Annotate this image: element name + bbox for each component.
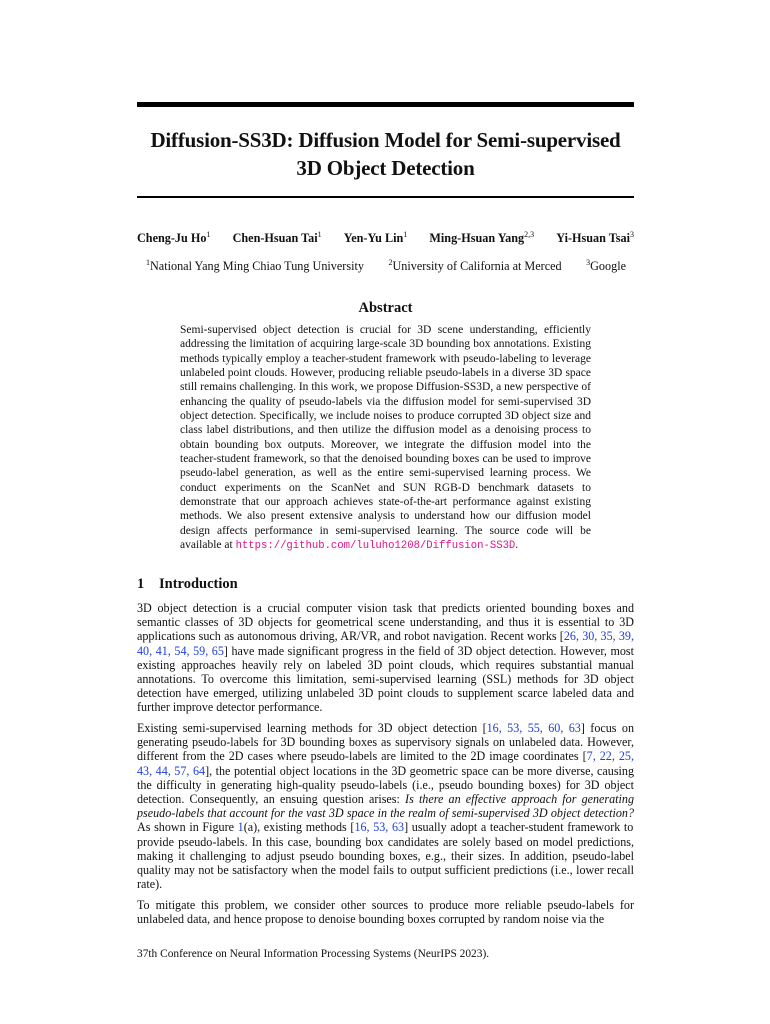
- author: Yi-Hsuan Tsai$^3$: [556, 230, 634, 245]
- abstract-heading: Abstract: [358, 300, 413, 316]
- title-top-rule: [137, 102, 634, 107]
- author: Ming-Hsuan Yang$^{2,3}$: [429, 230, 535, 245]
- author: Cheng-Ju Ho$^1$: [137, 230, 211, 245]
- affiliation: $^2$University of California at Merced: [388, 258, 562, 273]
- intro-paragraph-1: 3D object detection is a crucial computer vision task that predicts oriented bounding boxes and semantic classes of 3D objects for geometrical scene understanding, and thus it is essential to 3D applications such as autonomous driving, AR/VR, and robot navigation. Recent works [26, 30, 35, 39, 40, 41, 54, 59, 65] have made significant progress in the field of 3D object detection. However, most existing approaches heavily rely on labeled 3D point clouds, which requires substantial manual annotations. To overcome this limitation, semi-supervised learning (SSL) methods for 3D object detection have emerged, utilizing unlabeled 3D point clouds to supplement scarce labeled data and further improve detector performance.: [137, 601, 635, 715]
- citation-link[interactable]: 26, 30, 35, 39, 40, 41, 54, 59, 65: [137, 629, 635, 658]
- conference-footer: 37th Conference on Neural Information Processing Systems (NeurIPS 2023).: [137, 948, 490, 960]
- affiliation: $^1$National Yang Ming Chiao Tung University: [146, 258, 364, 273]
- paper-title: [120, 126, 651, 182]
- intro-paragraph-3: To mitigate this problem, we consider other sources to produce more reliable pseudo-labels for unlabeled data, and hence propose to denoise bounding boxes corrupted by random noise via the: [137, 898, 634, 927]
- author-list: [137, 231, 634, 246]
- research-question: Is there an effective approach for generating pseudo-labels that account for the vast 3D space in the realm of semi-supervised 3D object detection?: [137, 792, 634, 821]
- intro-paragraph-2: Existing semi-supervised learning methods for 3D object detection [16, 53, 55, 60, 63] focus on generating pseudo-labels for 3D bounding boxes as supervisory signals on unlabeled data. However, different from the 2D cases where pseudo-labels are limited to the 2D image coordinates [7, 22, 25, 43, 44, 57, 64], the potential object locations in the 3D geometric space can be more diverse, causing the difficulty in generating high-quality pseudo-labels (i.e., pseudo bounding boxes) for 3D object detection. Consequently, an ensuing question arises: Is there an effective approach for generating pseudo-labels that account for the vast 3D space in the realm of semi-supervised 3D object detection? As shown in Figure 1(a), existing methods [16, 53, 63] usually adopt a teacher-student framework to provide pseudo-labels. In this case, bounding box candidates are solely based on model predictions, making it challenging to adjust pseudo bounding boxes, e.g., their sizes. In addition, pseudo-label quality may not be satisfactory when the model fails to output sufficient predictions (i.e., lower recall rate).: [137, 721, 635, 892]
- citation-link[interactable]: 16, 53, 63: [354, 820, 405, 835]
- section-title: Introduction: [159, 576, 238, 592]
- citation-link[interactable]: 16, 53, 55, 60, 63: [486, 721, 581, 735]
- title-line-2: 3D Object Detection: [296, 156, 475, 180]
- author: Chen-Hsuan Tai$^1$: [232, 230, 322, 245]
- affiliation-list: [146, 259, 626, 274]
- section-heading-introduction: [137, 576, 238, 593]
- code-link[interactable]: https://github.com/luluho1208/Diffusion-SS3D: [235, 540, 516, 553]
- author: Yen-Yu Lin$^1$: [343, 230, 408, 245]
- abstract-body: Semi-supervised object detection is crucial for 3D scene understanding, efficiently addressing the limitation of acquiring large-scale 3D bounding box annotations. Existing methods typically employ a teacher-student framework with pseudo-labeling to leverage unlabeled point clouds. However, producing reliable pseudo-labels in a diverse 3D space still remains challenging. In this work, we propose Diffusion-SS3D, a new perspective of enhancing the quality of pseudo-labels via the diffusion model for semi-supervised 3D object detection. Specifically, we include noises to produce corrupted 3D object size and class label distributions, and then utilize the diffusion model as a denoising process to obtain bounding box outputs. Moreover, we integrate the diffusion model into the teacher-student framework, so that the denoised bounding boxes can be used to improve pseudo-label generation, as well as the entire semi-supervised learning process. We conduct experiments on the ScanNet and SUN RGB-D benchmark datasets to demonstrate that our approach achieves state-of-the-art performance against existing methods. We also present extensive analysis to understand how our diffusion model design affects performance in semi-supervised learning. The source code will be available at https://github.com/luluho1208/Diffusion-SS3D.: [180, 324, 591, 553]
- figure-link[interactable]: 1: [237, 820, 244, 835]
- citation-link[interactable]: 7, 22, 25, 43, 44, 57, 64: [137, 749, 635, 778]
- section-number: 1: [137, 576, 145, 592]
- abstract-text: Semi-supervised object detection is crucial for 3D scene understanding, efficiently addressing the limitation of acquiring large-scale 3D bounding box annotations. Existing methods typically employ a teacher-student framework with pseudo-labeling to leverage unlabeled point clouds. However, producing reliable pseudo-labels in a diverse 3D space still remains challenging. In this work, we propose Diffusion-SS3D, a new perspective of enhancing the quality of pseudo-labels via the diffusion model for semi-supervised 3D object detection. Specifically, we include noises to produce corrupted 3D object size and class label distributions, and then utilize the diffusion model as a denoising process to obtain bounding box outputs. Moreover, we integrate the diffusion model into the teacher-student framework, so that the denoised bounding boxes can be used to improve pseudo-label generation, as well as the entire semi-supervised learning process. We conduct experiments on the ScanNet and SUN RGB-D benchmark datasets to demonstrate that our approach achieves state-of-the-art performance against existing methods. We also present extensive analysis to understand how our diffusion model design affects performance in semi-supervised learning. The source code will be available at: [180, 324, 591, 552]
- affiliation: $^3$Google: [586, 258, 626, 273]
- title-line-1: Diffusion-SS3D: Diffusion Model for Semi-supervised: [150, 128, 621, 152]
- title-bottom-rule: [137, 196, 634, 198]
